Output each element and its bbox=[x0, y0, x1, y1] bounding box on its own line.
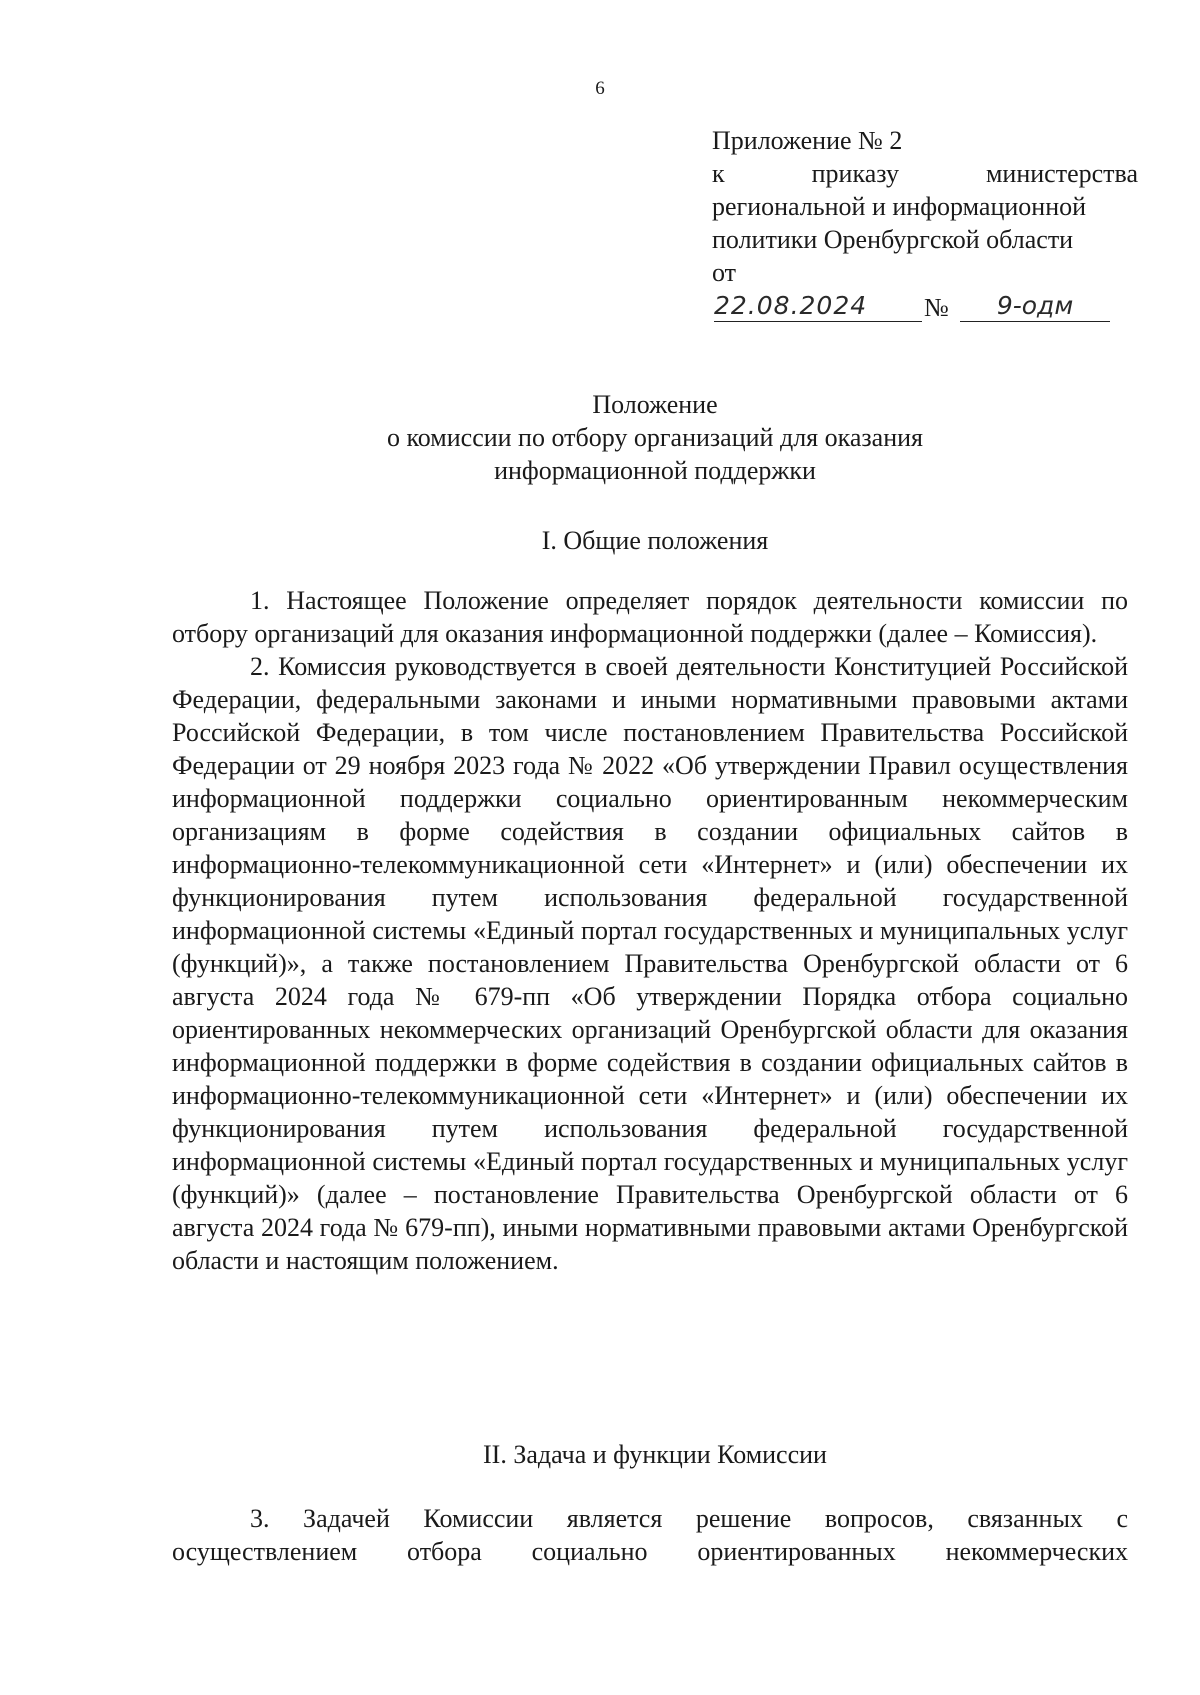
title-line-2: о комиссии по отбору организаций для оказания bbox=[386, 423, 924, 452]
section-2-heading: II. Задача и функции Комиссии bbox=[483, 1440, 827, 1469]
handwritten-order-number: 9-одм bbox=[960, 291, 1110, 322]
handwritten-date: 22.08.2024 bbox=[714, 291, 922, 322]
appendix-block bbox=[712, 124, 1138, 289]
appendix-from-label: от bbox=[712, 258, 737, 287]
title-line-1: Положение bbox=[592, 390, 718, 419]
section-1-body bbox=[172, 584, 1128, 1277]
appendix-ministry-line2: политики Оренбургской области bbox=[712, 225, 1074, 254]
document-title bbox=[0, 388, 1200, 487]
section-2-body bbox=[172, 1502, 1128, 1568]
order-date-number-row bbox=[712, 293, 1148, 327]
paragraph-2: 2. Комиссия руководствуется в своей деятельности Конституцией Российской Федерации, федеральными законами и иными нормативными правовыми актами Российской Федерации, в том числе постановлением Правительства Российской Федерации от 29 ноября 2023 года № 2022 «Об утверждении Правил осуществления информационной поддержки социально ориентированным некоммерческим организациям в форме содействия в создании официальных сайтов в информационно-телекоммуникационной сети «Интернет» и (или) обеспечении их функционирования путем использования федеральной государственной информационной системы «Единый портал государственных и муниципальных услуг (функций)», а также постановлением Правительства Оренбургской области от 6 августа 2024 года № 679-пп «Об утверждении Порядка отбора социально ориентированных некоммерческих организаций Оренбургской области для оказания информационной поддержки в форме содействия в создании официальных сайтов в информационно-телекоммуникационной сети «Интернет» и (или) обеспечении их функционирования путем использования федеральной государственной информационной системы «Единый портал государственных и муниципальных услуг (функций)» (далее – постановление Правительства Оренбургской области от 6 августа 2024 года № 679-пп), иными нормативными правовыми актами Оренбургской области и настоящим положением. bbox=[172, 652, 1128, 1275]
number-label: № bbox=[924, 293, 949, 322]
title-line-3: информационной поддержки bbox=[494, 456, 816, 485]
paragraph-1: 1. Настоящее Положение определяет порядок деятельности комиссии по отбору организаций для оказания информационной поддержки (далее – Комиссия). bbox=[172, 586, 1128, 648]
appendix-order-ref: к приказу министерства bbox=[712, 159, 1138, 188]
section-1-heading: I. Общие положения bbox=[541, 526, 769, 555]
paragraph-3: 3. Задачей Комиссии является решение вопросов, связанных с осуществлением отбора социально ориентированных некоммерческих bbox=[172, 1504, 1128, 1566]
page-number: 6 bbox=[595, 78, 605, 99]
appendix-title: Приложение № 2 bbox=[712, 126, 903, 155]
appendix-ministry-line1: региональной и информационной bbox=[712, 192, 1087, 221]
